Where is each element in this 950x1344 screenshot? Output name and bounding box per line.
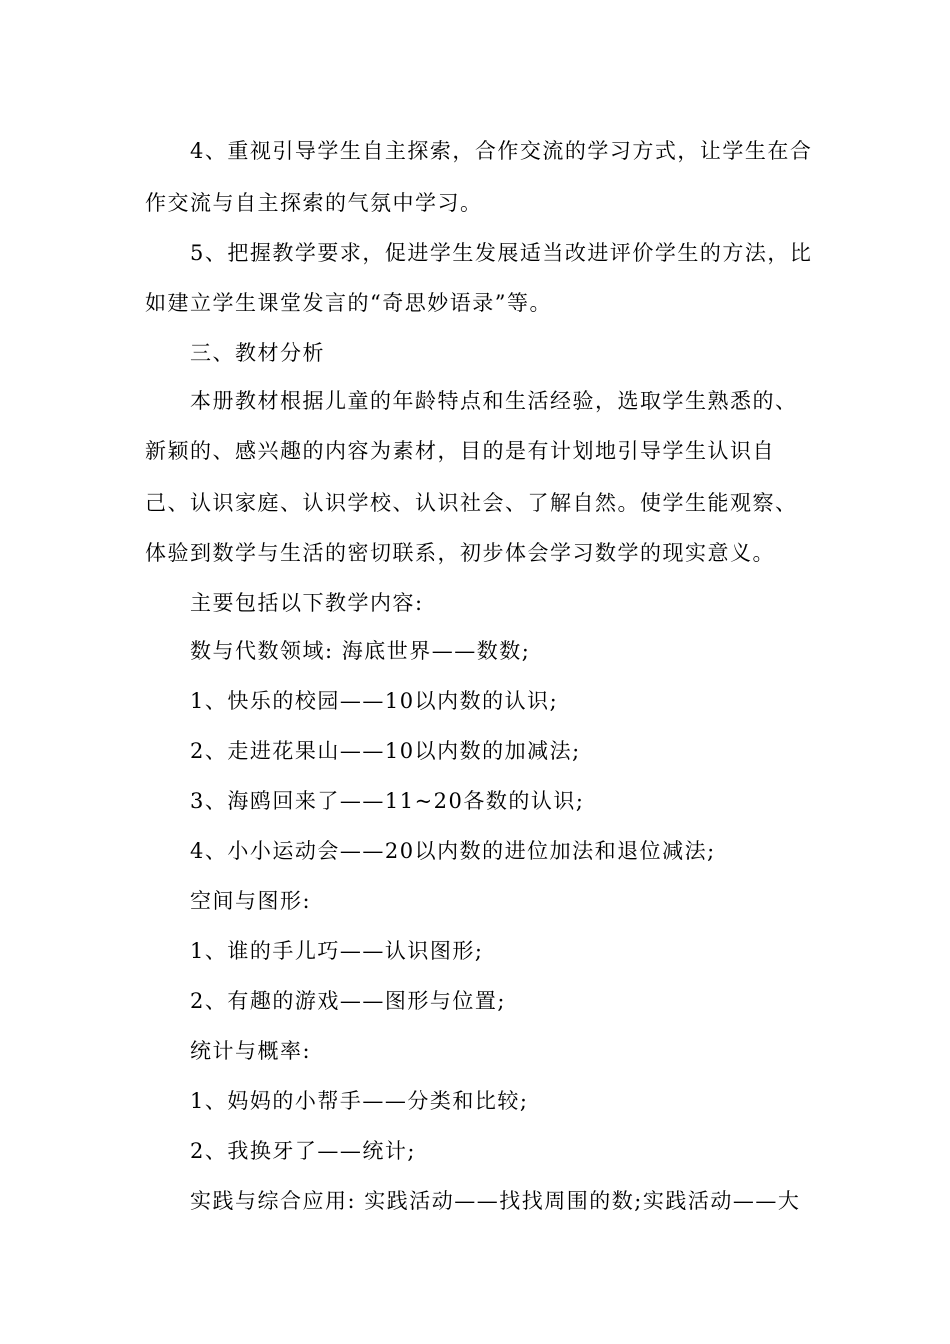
list-item: 1、妈妈的小帮手——分类和比较; xyxy=(190,1089,529,1113)
list-item: 4、小小运动会——20以内数的进位加法和退位减法; xyxy=(190,839,716,863)
paragraph-line: 如建立学生课堂发言的“奇思妙语录”等。 xyxy=(145,291,552,315)
paragraph-line: 己、认识家庭、认识学校、认识社会、了解自然。使学生能观察、 xyxy=(145,491,798,515)
subsection-heading: 空间与图形: xyxy=(190,889,312,913)
list-item: 3、海鸥回来了——11~20各数的认识; xyxy=(190,789,585,813)
list-item: 2、走进花果山——10以内数的加减法; xyxy=(190,739,581,763)
paragraph-line: 5、把握教学要求，促进学生发展适当改进评价学生的方法，比 xyxy=(190,241,813,265)
paragraph-line: 实践与综合应用: 实践活动——找找周围的数;实践活动——大 xyxy=(190,1189,801,1213)
paragraph-line: 本册教材根据儿童的年龄特点和生活经验，选取学生熟悉的、 xyxy=(190,389,798,413)
paragraph-line: 4、重视引导学生自主探索，合作交流的学习方式，让学生在合 xyxy=(190,139,813,163)
list-item: 2、有趣的游戏——图形与位置; xyxy=(190,989,506,1013)
section-heading: 三、教材分析 xyxy=(190,341,325,365)
list-item: 1、快乐的校园——10以内数的认识; xyxy=(190,689,559,713)
list-item: 数与代数领域: 海底世界——数数; xyxy=(190,639,531,663)
paragraph-line: 新颖的、感兴趣的内容为素材，目的是有计划地引导学生认识自 xyxy=(145,439,775,463)
subsection-heading: 统计与概率: xyxy=(190,1039,312,1063)
list-item: 1、谁的手儿巧——认识图形; xyxy=(190,939,484,963)
paragraph-line: 主要包括以下教学内容: xyxy=(190,591,424,615)
list-item: 2、我换牙了——统计; xyxy=(190,1139,416,1163)
paragraph-line: 体验到数学与生活的密切联系，初步体会学习数学的现实意义。 xyxy=(145,541,775,565)
paragraph-line: 作交流与自主探索的气氛中学习。 xyxy=(145,191,483,215)
